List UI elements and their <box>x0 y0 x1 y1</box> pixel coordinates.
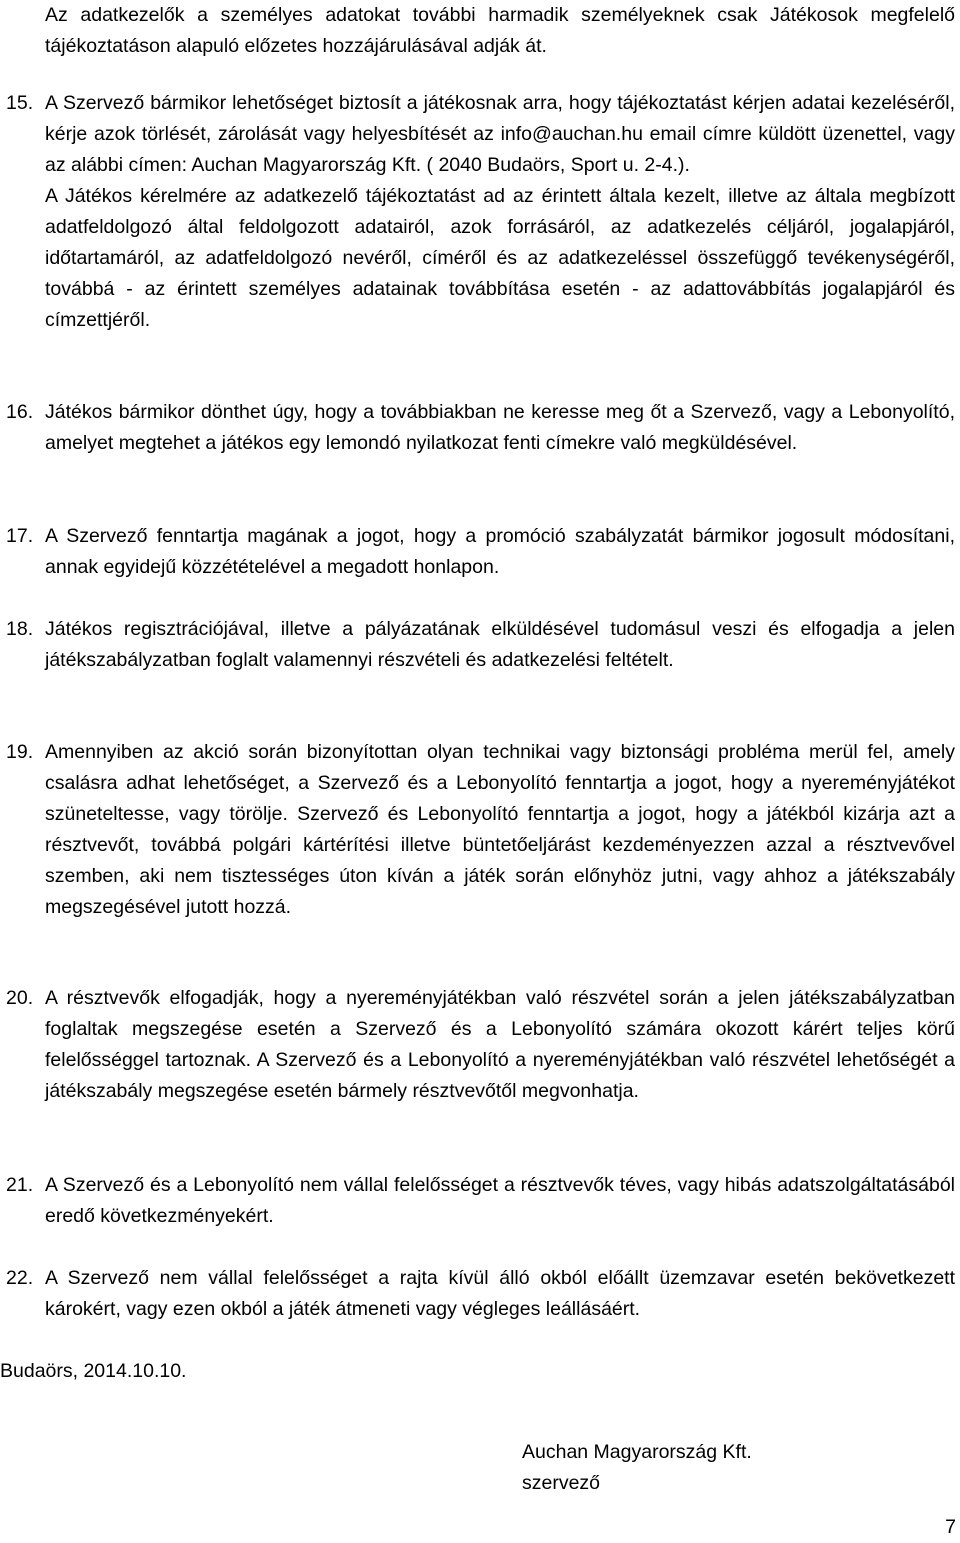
list-item-15 <box>6 88 955 336</box>
item-number: 16. <box>6 401 34 423</box>
list-item-19 <box>6 737 955 923</box>
item-number: 18. <box>6 618 34 640</box>
item-paragraph: Játékos bármikor dönthet úgy, hogy a továbbiakban ne keresse meg őt a Szervező, vagy a Lebonyolító, amelyet megtehet a játékos egy lemondó nyilatkozat fenti címekre való megküldésével. <box>45 401 955 454</box>
item-text <box>45 521 955 583</box>
list-item-16 <box>6 397 955 459</box>
item-number: 19. <box>6 741 34 763</box>
list-item-17 <box>6 521 955 583</box>
list-item-22 <box>6 1263 955 1325</box>
item-paragraph: A résztvevők elfogadják, hogy a nyereményjátékban való részvétel során a jelen játékszabályzatban foglaltak megszegése esetén a Szervező és a Lebonyolító számára okozott kárért teljes körű felelősséggel tartoznak. A Szervező és a Lebonyolító a nyereményjátékban való részvétel lehetőségét a játékszabály megszegése esetén bármely résztvevőtől megvonhatja. <box>45 987 955 1102</box>
item-paragraph: A Szervező és a Lebonyolító nem vállal felelősséget a résztvevők téves, vagy hibás adatszolgáltatásából eredő következményekért. <box>45 1174 955 1227</box>
signature-role: szervező <box>522 1472 601 1494</box>
item-paragraph: A Szervező nem vállal felelősséget a rajta kívül álló okból előállt üzemzavar esetén bekövetkezett károkért, vagy ezen okból a játék átmeneti vagy végleges leállásáért. <box>45 1267 955 1320</box>
date-line: Budaörs, 2014.10.10. <box>0 1360 187 1382</box>
intro-paragraph: Az adatkezelők a személyes adatokat további harmadik személyeknek csak Játékosok megfelelő tájékoztatáson alapuló előzetes hozzájárulásával adják át. <box>45 4 955 57</box>
list-item-18 <box>6 614 955 676</box>
item-number: 22. <box>6 1267 34 1289</box>
item-text <box>45 614 955 676</box>
item-paragraph: A Játékos kérelmére az adatkezelő tájékoztatást ad az érintett általa kezelt, illetve az általa megbízott adatfeldolgozó által feldolgozott adatairól, azok forrásáról, az adatkezelés céljáról, jogalapjáról, időtartamáról, az adatfeldolgozó nevéről, címéről és az adatkezeléssel összefüggő tevékenységéről, továbbá - az érintett személyes adatainak továbbítása esetén - az adattovábbítás jogalapjáról és címzettjéről. <box>45 185 955 331</box>
item-text <box>45 1170 955 1232</box>
item-text <box>45 397 955 459</box>
item-text <box>45 1263 955 1325</box>
item-text <box>45 737 955 923</box>
list-item-21 <box>6 1170 955 1232</box>
list-item-20 <box>6 983 955 1107</box>
signature-block <box>522 1437 752 1499</box>
item-paragraph: Játékos regisztrációjával, illetve a pályázatának elküldésével tudomásul veszi és elfogadja a jelen játékszabályzatban foglalt valamennyi részvételi és adatkezelési feltételt. <box>45 618 955 671</box>
item-number: 15. <box>6 92 34 114</box>
item-number: 21. <box>6 1174 34 1196</box>
signature-company: Auchan Magyarország Kft. <box>522 1441 752 1463</box>
item-paragraph: A Szervező bármikor lehetőséget biztosít a játékosnak arra, hogy tájékoztatást kérjen adatai kezeléséről, kérje azok törlését, zárolását vagy helyesbítését az info@auchan.hu email címre küldött üzenettel, vagy az alábbi címen: Auchan Magyarország Kft. ( 2040 Budaörs, Sport u. 2-4.). <box>45 92 955 176</box>
item-text <box>45 88 955 336</box>
item-paragraph: A Szervező fenntartja magának a jogot, hogy a promóció szabályzatát bármikor jogosult módosítani, annak egyidejű közzétételével a megadott honlapon. <box>45 525 955 578</box>
item-number: 17. <box>6 525 34 547</box>
item-paragraph: Amennyiben az akció során bizonyítottan olyan technikai vagy biztonsági probléma merül fel, amely csalásra adhat lehetőséget, a Szervező és a Lebonyolító fenntartja a jogot, hogy a nyereményjátékot szüneteltesse, vagy törölje. Szervező és Lebonyolító fenntartja a jogot, hogy a játékból kizárja azt a résztvevőt, továbbá polgári kártérítési illetve büntetőeljárást kezdeményezzen azzal a résztvevővel szemben, aki nem tisztességes úton kíván a játék során előnyhöz jutni, vagy ahhoz a játékszabály megszegésével jutott hozzá. <box>45 741 955 918</box>
item-text <box>45 983 955 1107</box>
item-number: 20. <box>6 987 34 1009</box>
page-number: 7 <box>945 1516 956 1538</box>
